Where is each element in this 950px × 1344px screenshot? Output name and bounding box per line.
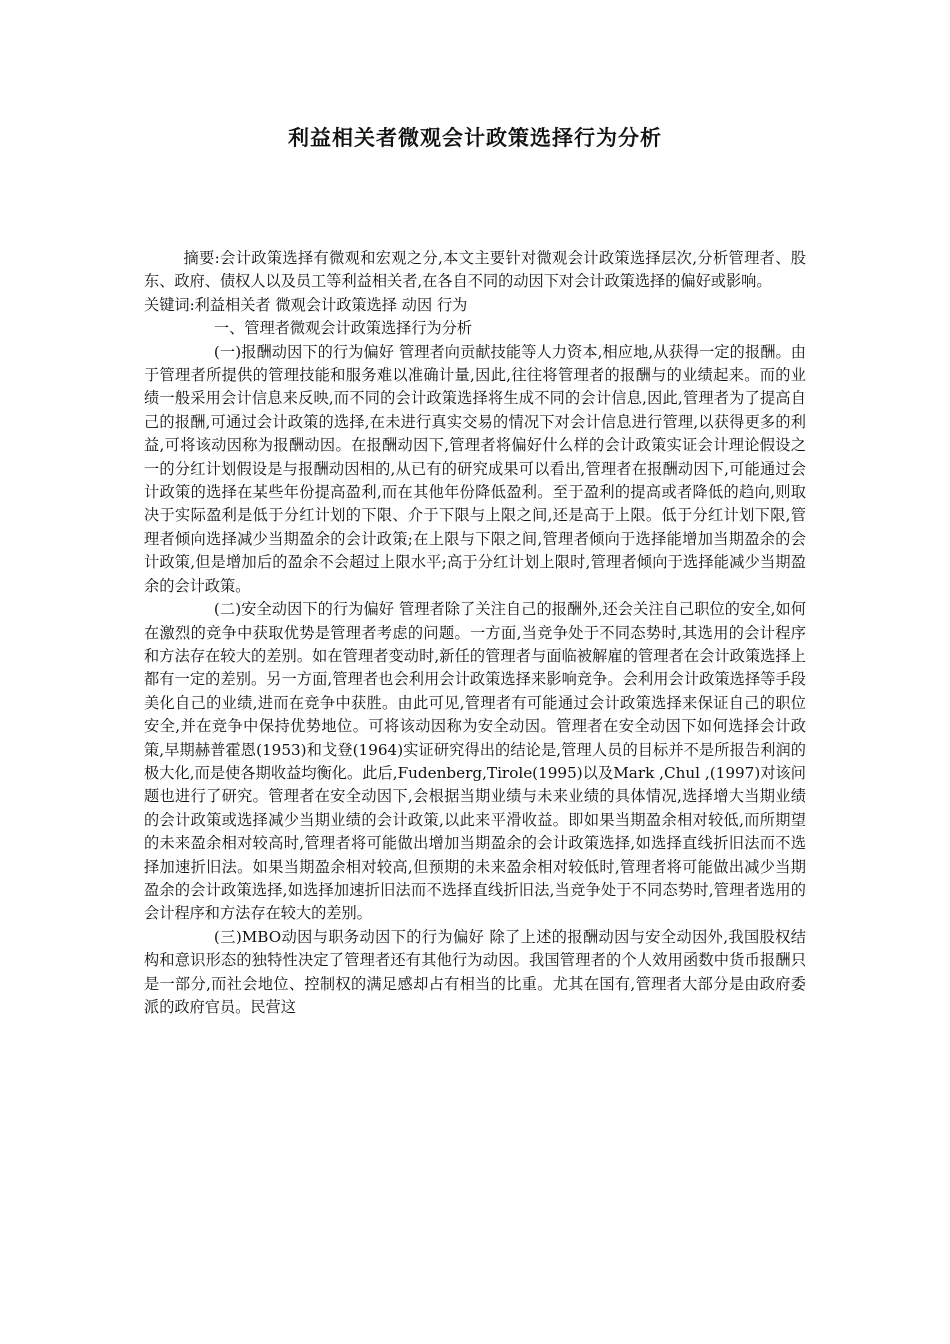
- document-body: [144, 247, 806, 1019]
- body-paragraph: (二)安全动因下的行为偏好 管理者除了关注自己的报酬外,还会关注自己职位的安全,如何在激烈的竞争中获取优势是管理者考虑的问题。一方面,当竞争处于不同态势时,其选用的会计程序和方法存在较大的差别。如在管理者变动时,新任的管理者与面临被解雇的管理者在会计政策选择上都有一定的差别。另一方面,管理者也会利用会计政策选择来影响竞争。会利用会计政策选择等手段美化自己的业绩,进而在竞争中获胜。由此可见,管理者有可能通过会计政策选择来保证自己的职位安全,并在竞争中保持优势地位。可将该动因称为安全动因。管理者在安全动因下如何选择会计政策,早期赫普霍恩(1953)和戈登(1964)实证研究得出的结论是,管理人员的目标并不是所报告利润的极大化,而是使各期收益均衡化。此后,Fudenberg,Tirole(1995)以及Mark ,Chul ,(1997)对该问题也进行了研究。管理者在安全动因下,会根据当期业绩与未来业绩的具体情况,选择增大当期业绩的会计政策或选择减少当期业绩的会计政策,以此来平滑收益。即如果当期盈余相对较低,而所期望的未来盈余相对较高时,管理者将可能做出增加当期盈余的会计政策选择,如选择直线折旧法而不选择加速折旧法。如果当期盈余相对较高,但预期的未来盈余相对较低时,管理者将可能做出减少当期盈余的会计政策选择,如选择加速折旧法而不选择直线折旧法,当竞争处于不同态势时,管理者选用的会计程序和方法存在较大的差别。: [144, 600, 806, 923]
- abstract-paragraph: 摘要:会计政策选择有微观和宏观之分,本文主要针对微观会计政策选择层次,分析管理者、股东、政府、债权人以及员工等利益相关者,在各自不同的动因下对会计政策选择的偏好或影响。: [144, 249, 806, 291]
- body-paragraph: (三)MBO动因与职务动因下的行为偏好 除了上述的报酬动因与安全动因外,我国股权结构和意识形态的独特性决定了管理者还有其他行为动因。我国管理者的个人效用函数中货币报酬只是一部分,而社会地位、控制权的满足感却占有相当的比重。尤其在国有,管理者大部分是由政府委派的政府官员。民营这: [144, 927, 806, 1016]
- section-heading: 一、管理者微观会计政策选择行为分析: [213, 319, 473, 338]
- body-paragraph: (一)报酬动因下的行为偏好 管理者向贡献技能等人力资本,相应地,从获得一定的报酬。由于管理者所提供的管理技能和服务难以准确计量,因此,往往将管理者的报酬与的业绩起来。而的业绩一般采用会计信息来反映,而不同的会计政策选择将生成不同的会计信息,因此,管理者为了提高自己的报酬,可通过会计政策的选择,在未进行真实交易的情况下对会计信息进行管理,以获得更多的利益,可将该动因称为报酬动因。在报酬动因下,管理者将偏好什么样的会计政策实证会计理论假设之一的分红计划假设是与报酬动因相的,从已有的研究成果可以看出,管理者在报酬动因下,可能通过会计政策的选择在某些年份提高盈利,而在其他年份降低盈利。至于盈利的提高或者降低的趋向,则取决于实际盈利是低于分红计划的下限、介于下限与上限之间,还是高于上限。低于分红计划下限,管理者倾向选择减少当期盈余的会计政策;在上限与下限之间,管理者倾向于选择能增加当期盈余的会计政策,但是增加后的盈余不会超过上限水平;高于分红计划上限时,管理者倾向于选择能减少当期盈余的会计政策。: [144, 342, 806, 595]
- keywords-line: 关键词:利益相关者 微观会计政策选择 动因 行为: [144, 295, 468, 314]
- document-title: 利益相关者微观会计政策选择行为分析: [288, 125, 662, 150]
